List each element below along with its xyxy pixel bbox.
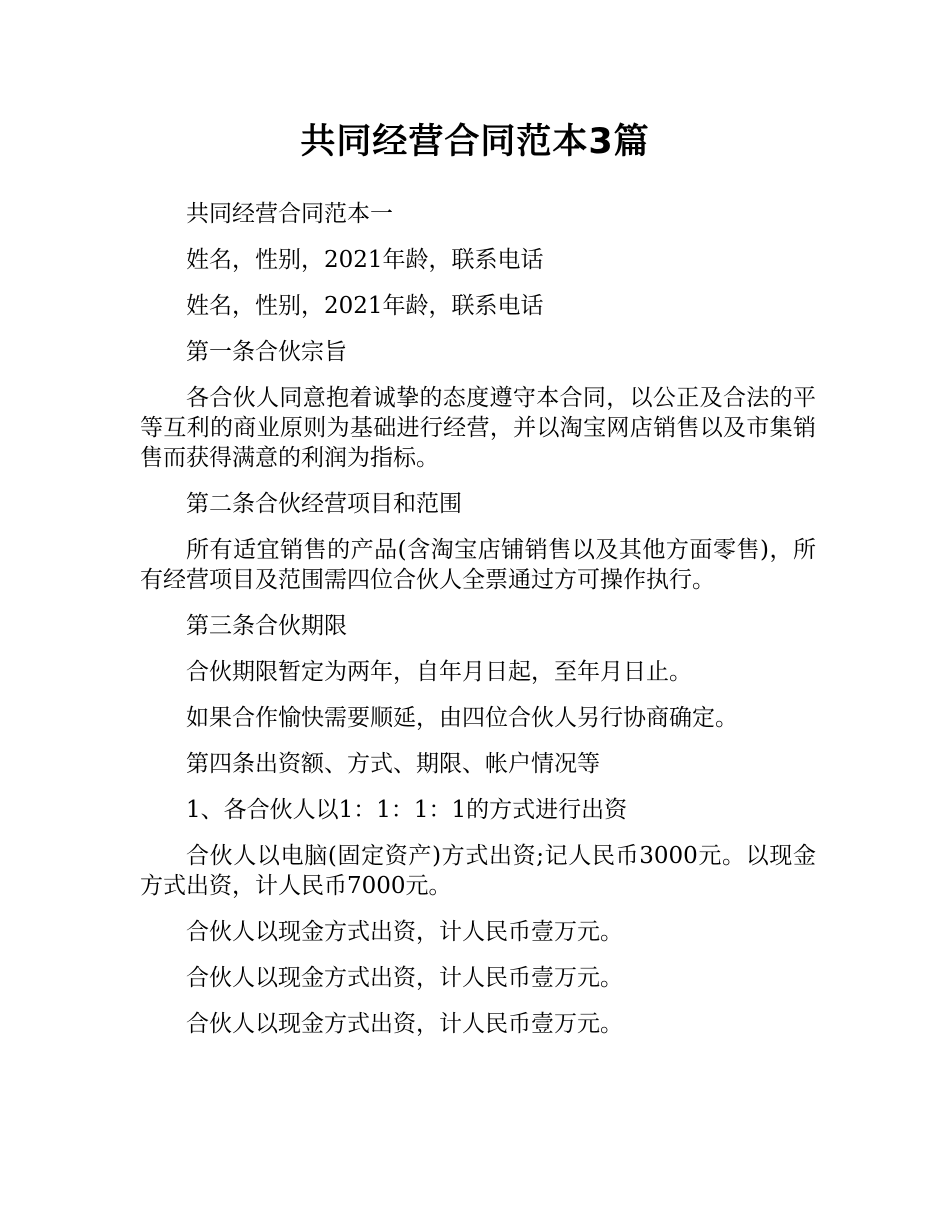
article-paragraph: 1、各合伙人以1：1：1：1的方式进行出资 bbox=[186, 797, 628, 823]
article-paragraph: 合伙期限暂定为两年，自年月日起，至年月日止。 bbox=[186, 659, 692, 685]
article-heading: 第四条出资额、方式、期限、帐户情况等 bbox=[186, 751, 600, 777]
document-title: 共同经营合同范本3篇 bbox=[300, 122, 650, 162]
article-paragraph: 合伙人以现金方式出资，计人民币壹万元。 bbox=[186, 919, 623, 945]
section-heading: 共同经营合同范本一 bbox=[186, 201, 393, 227]
article-paragraph: 所有适宜销售的产品(含淘宝店铺销售以及其他方面零售)，所有经营项目及范围需四位合伙人全票通过方可操作执行。 bbox=[140, 537, 816, 593]
party-info-line: 姓名，性别，2021年龄，联系电话 bbox=[186, 247, 544, 273]
article-heading: 第三条合伙期限 bbox=[186, 613, 347, 639]
document-body bbox=[140, 199, 816, 1055]
article-heading: 第二条合伙经营项目和范围 bbox=[186, 491, 462, 517]
article-paragraph: 合伙人以现金方式出资，计人民币壹万元。 bbox=[186, 1011, 623, 1037]
article-paragraph: 如果合作愉快需要顺延，由四位合伙人另行协商确定。 bbox=[186, 705, 738, 731]
article-paragraph: 各合伙人同意抱着诚挚的态度遵守本合同，以公正及合法的平等互利的商业原则为基础进行经营，并以淘宝网店销售以及市集销售而获得满意的利润为指标。 bbox=[140, 385, 816, 471]
article-paragraph: 合伙人以电脑(固定资产)方式出资;记人民币3000元。以现金方式出资，计人民币7000元。 bbox=[140, 843, 816, 899]
party-info-line: 姓名，性别，2021年龄，联系电话 bbox=[186, 293, 544, 319]
article-paragraph: 合伙人以现金方式出资，计人民币壹万元。 bbox=[186, 965, 623, 991]
article-heading: 第一条合伙宗旨 bbox=[186, 339, 347, 365]
